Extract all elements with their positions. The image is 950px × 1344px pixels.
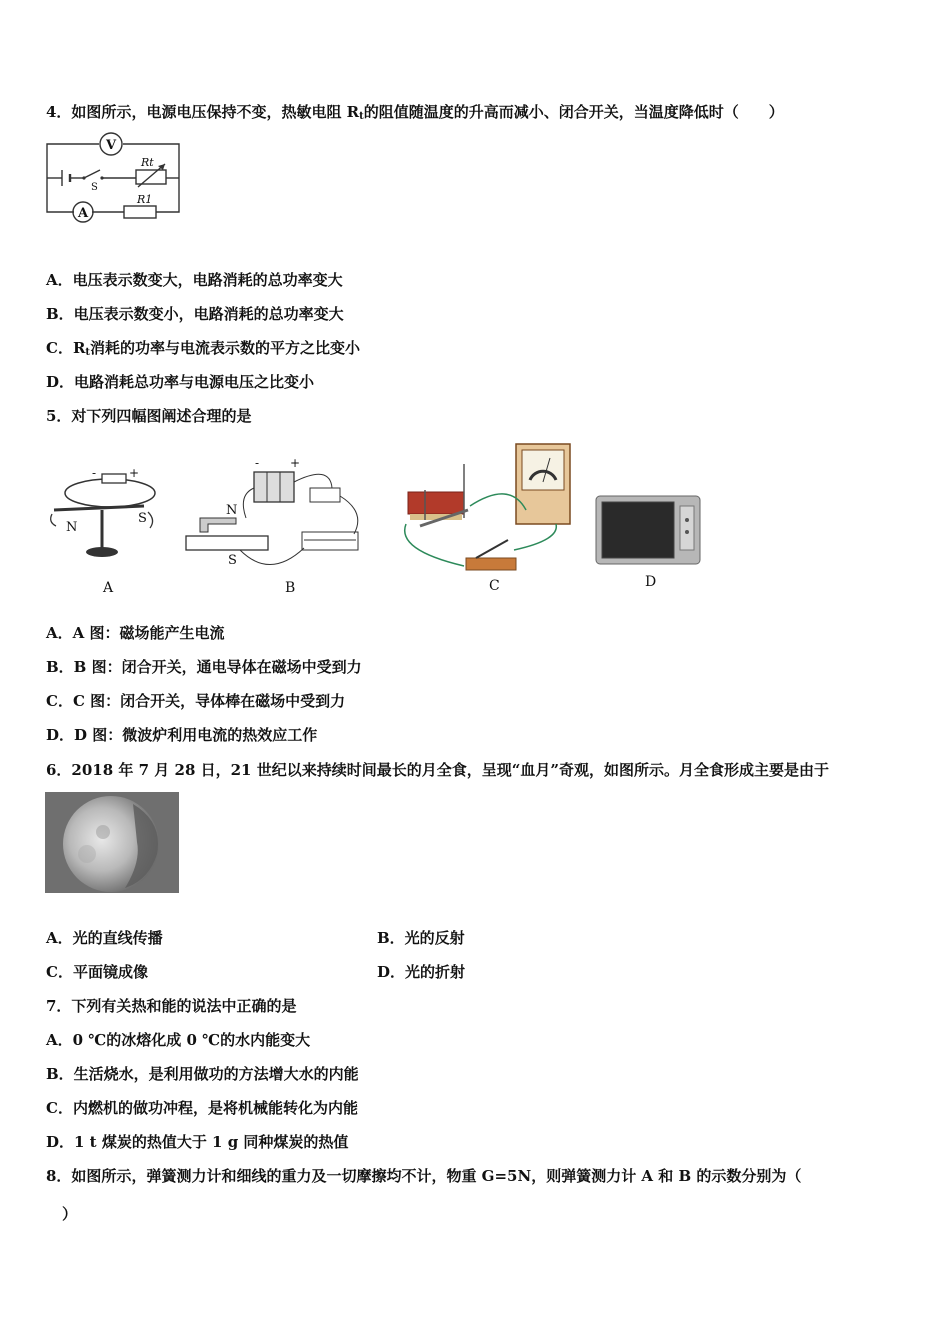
q5-option-b: B．B 图：闭合开关，通电导体在磁场中受到力 <box>46 658 362 676</box>
r1-label: R1 <box>137 193 153 206</box>
figure-a-plus: + <box>129 466 140 480</box>
q8-stem-end: ） <box>62 1205 78 1223</box>
figure-a-s: S <box>138 511 147 526</box>
q7-option-d: D．1 t 煤炭的热值大于 1 g 同种煤炭的热值 <box>46 1133 349 1151</box>
q6-option-b: B．光的反射 <box>377 929 465 947</box>
q4-stem-text-end: 的阻值随温度的升高而减小、闭合开关，当温度降低时（ ） <box>363 103 784 121</box>
q7-option-c: C．内燃机的做功冲程，是将机械能转化为内能 <box>46 1099 358 1117</box>
voltmeter-label: V <box>105 138 117 153</box>
q4-option-a: A．电压表示数变大，电路消耗的总功率变大 <box>46 271 343 289</box>
figure-c-label: C <box>489 578 500 594</box>
q6-option-c: C．平面镜成像 <box>46 963 148 981</box>
q4-stem-text: 4．如图所示，电源电压保持不变，热敏电阻 R <box>46 103 360 121</box>
q6-option-d: D．光的折射 <box>377 963 466 981</box>
ammeter-label: A <box>77 206 89 221</box>
q5-option-c: C．C 图：闭合开关，导体棒在磁场中受到力 <box>46 692 346 710</box>
q7-option-a: A．0 ℃的冰熔化成 0 ℃的水内能变大 <box>46 1031 311 1049</box>
figure-a-label: A <box>103 580 114 596</box>
q5-stem: 5．对下列四幅图阐述合理的是 <box>46 407 252 425</box>
figure-a-n: N <box>66 520 78 535</box>
figure-a <box>51 466 155 596</box>
q5-option-a: A．A 图：磁场能产生电流 <box>46 624 225 642</box>
q4-option-d: D．电路消耗总功率与电源电压之比变小 <box>46 373 315 391</box>
figure-b-plus: + <box>290 456 301 470</box>
switch-label: S <box>91 182 98 193</box>
figure-b-n: N <box>226 503 238 518</box>
rt-label: Rt <box>141 156 154 169</box>
q4-option-c <box>46 338 360 363</box>
q6-stem: 6．2018 年 7 月 28 日，21 世纪以来持续时间最长的月全食，呈现“血月”奇观，如图所示。月全食形成主要是由于 <box>46 761 829 779</box>
q7-option-b: B．生活烧水，是利用做功的方法增大水的内能 <box>46 1065 359 1083</box>
q8-stem: 8．如图所示，弹簧测力计和细线的重力及一切摩擦均不计，物重 G=5N，则弹簧测力计 A 和 B 的示数分别为（ <box>46 1167 802 1185</box>
q4-stem <box>46 102 784 127</box>
q5-option-d: D．D 图：微波炉利用电流的热效应工作 <box>46 726 318 744</box>
q7-stem: 7．下列有关热和能的说法中正确的是 <box>46 997 297 1015</box>
q4-option-b: B．电压表示数变小，电路消耗的总功率变大 <box>46 305 344 323</box>
figure-b-label: B <box>285 580 296 596</box>
figure-d <box>596 496 700 590</box>
figure-c <box>405 444 570 594</box>
figure-b-minus: - <box>255 456 260 470</box>
blood-moon-photo <box>45 792 179 893</box>
figure-b-s: S <box>228 553 237 568</box>
q6-option-a: A．光的直线传播 <box>46 929 163 947</box>
q5-figures <box>40 440 720 600</box>
q4-stem-subscript: t <box>359 111 364 122</box>
figure-b <box>186 456 358 596</box>
figure-d-label: D <box>645 574 657 590</box>
q4-option-c-subscript: t <box>85 347 91 358</box>
q4-option-c-text: 消耗的功率与电流表示数的平方之比变小 <box>90 339 361 357</box>
q4-option-c-pre: C．R <box>46 339 86 357</box>
figure-a-minus: - <box>92 466 97 480</box>
q4-circuit-diagram <box>44 132 186 242</box>
